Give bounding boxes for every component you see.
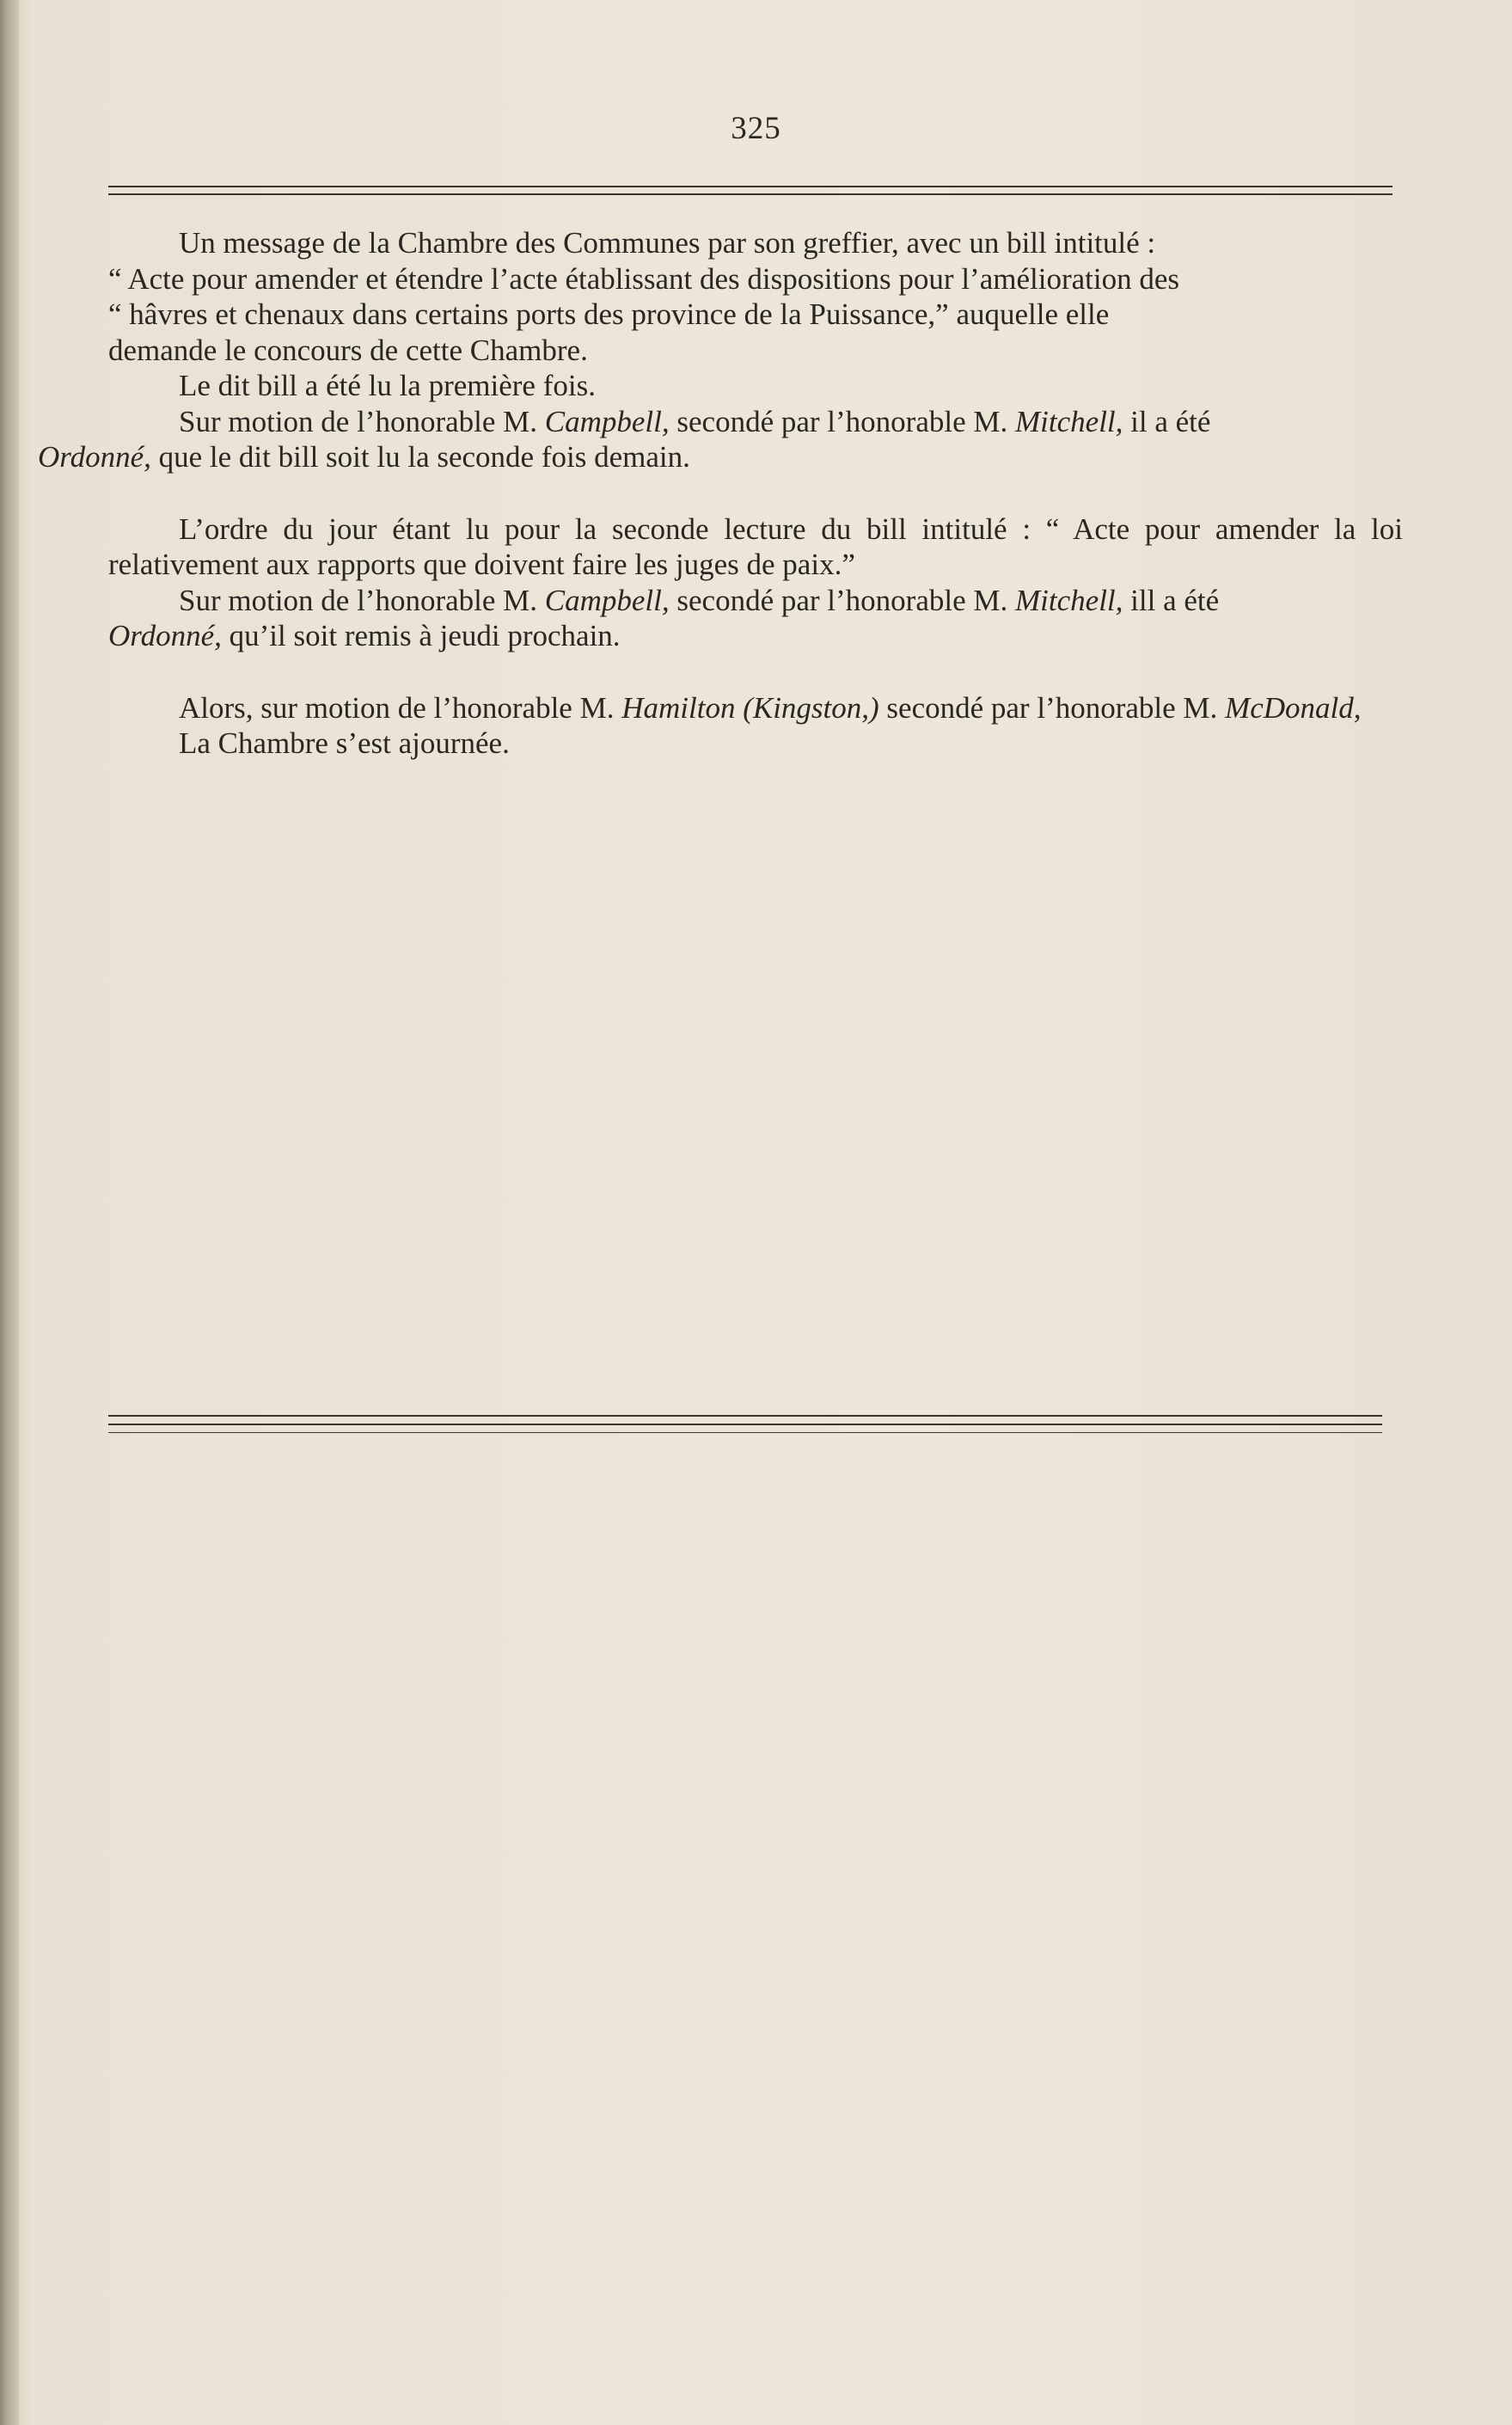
motion-1-post: il a été bbox=[1123, 404, 1211, 438]
motion-2-name-mitchell: Mitchell, bbox=[1015, 583, 1123, 617]
paragraph-adjournment-motion bbox=[108, 690, 1403, 726]
adjourn-post: secondé par l’honorable M. bbox=[878, 690, 1226, 725]
document-body bbox=[38, 225, 1403, 762]
motion-2-post: ill a été bbox=[1123, 583, 1220, 617]
message-line-3: “ hâvres et chenaux dans certains ports des province de la Puissance,” auquelle elle bbox=[108, 297, 1110, 331]
motion-2-pre: Sur motion de l’honorable M. bbox=[179, 583, 545, 617]
header-rule-upper bbox=[108, 186, 1393, 187]
motion-2-name-campbell: Campbell, bbox=[544, 583, 670, 617]
paragraph-message bbox=[108, 225, 1403, 368]
motion-1-mid: secondé par l’honorable M. bbox=[669, 404, 1016, 438]
motion-1-pre: Sur motion de l’honorable M. bbox=[179, 404, 545, 438]
header-rule-lower bbox=[108, 193, 1393, 195]
paragraph-gap bbox=[108, 654, 1403, 690]
footer-rule-1 bbox=[108, 1415, 1382, 1417]
page-binding-edge bbox=[0, 0, 19, 2425]
paragraph-motion-2 bbox=[108, 583, 1403, 654]
motion-1-rest: que le dit bill soit lu la seconde fois demain. bbox=[150, 440, 690, 474]
page-number: 325 bbox=[731, 111, 781, 146]
motion-2-rest: qu’il soit remis à jeudi prochain. bbox=[221, 619, 621, 652]
paragraph-gap bbox=[108, 475, 1403, 511]
motion-1-name-campbell: Campbell, bbox=[544, 404, 670, 438]
message-line-1: Un message de la Chambre des Communes par son greffier, avec un bill intitulé : bbox=[179, 226, 1156, 260]
paragraph-adjourned: La Chambre s’est ajournée. bbox=[179, 726, 510, 760]
footer-rule-3 bbox=[108, 1432, 1382, 1433]
adjourn-name-hamilton: Hamilton (Kingston,) bbox=[621, 690, 879, 725]
message-line-2: “ Acte pour amender et étendre l’acte établissant des dispositions pour l’amélioration des bbox=[108, 261, 1179, 296]
adjourn-pre: Alors, sur motion de l’honorable M. bbox=[179, 690, 622, 725]
paragraph-order-of-day: L’ordre du jour étant lu pour la seconde lecture du bill intitulé : “ Acte pour amender la loi relativement aux rapports que doivent faire les juges de paix.” bbox=[108, 511, 1403, 581]
message-line-4: demande le concours de cette Chambre. bbox=[108, 333, 588, 367]
paragraph-motion-1 bbox=[38, 404, 1403, 475]
adjourn-name-mcdonald: McDonald, bbox=[1225, 690, 1362, 725]
motion-2-ordonne: Ordonné, bbox=[108, 619, 222, 652]
motion-2-mid: secondé par l’honorable M. bbox=[669, 583, 1016, 617]
footer-rule-2 bbox=[108, 1424, 1382, 1425]
motion-1-name-mitchell: Mitchell, bbox=[1015, 404, 1123, 438]
motion-1-ordonne: Ordonné, bbox=[38, 440, 151, 474]
paragraph-first-reading: Le dit bill a été lu la première fois. bbox=[179, 369, 596, 402]
